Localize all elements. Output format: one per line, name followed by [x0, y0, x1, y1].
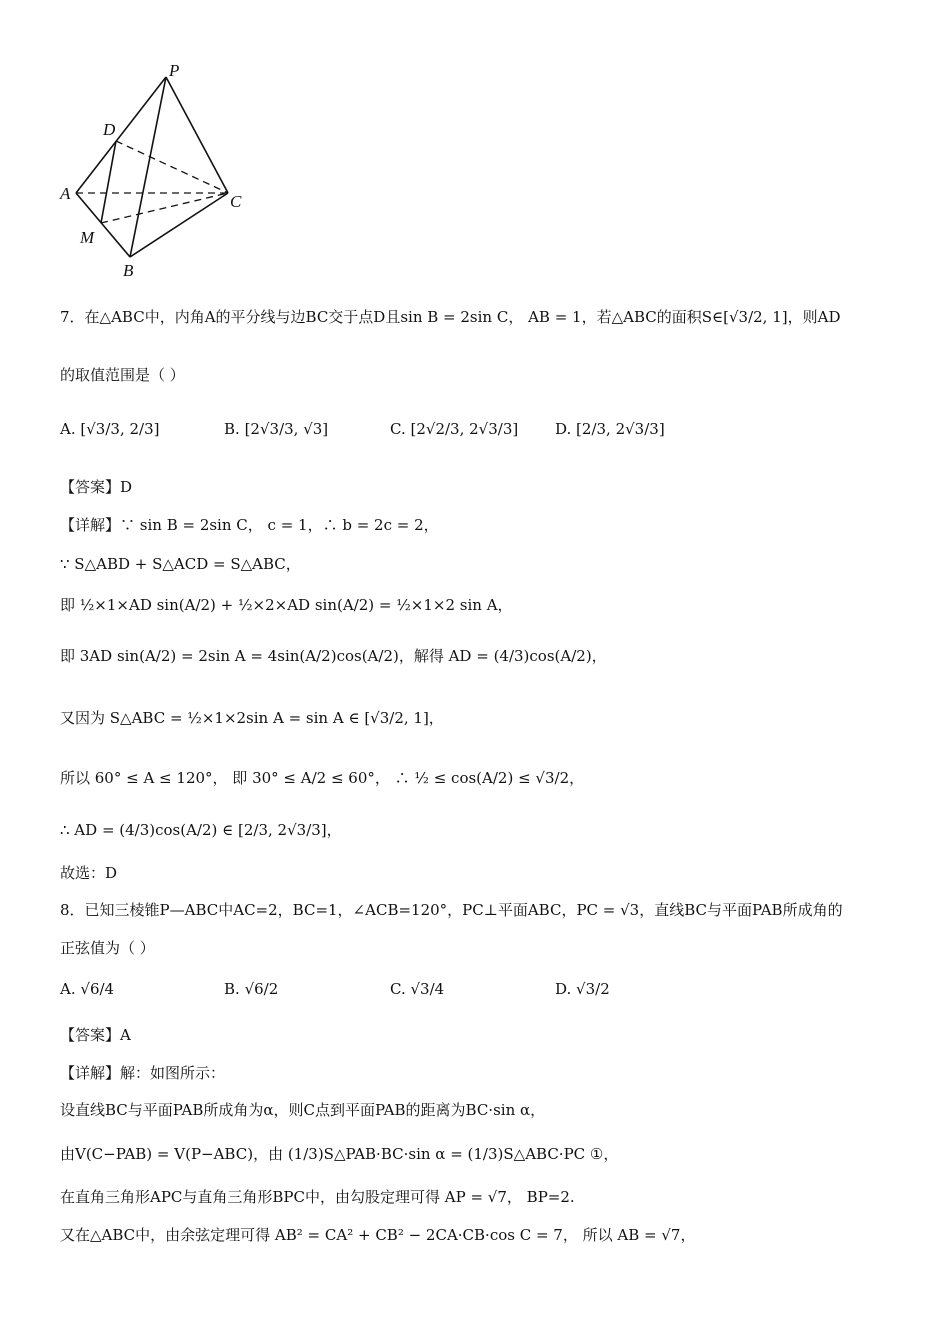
option-value: √3/4	[410, 980, 445, 998]
q7-option-a	[60, 420, 159, 438]
edge-mc-hidden	[101, 193, 228, 223]
option-value: [2√3/3, √3]	[244, 420, 329, 438]
label-c: C	[230, 192, 242, 211]
q7-detail-7: ∴ AD = (4/3)cos(A/2) ∈ [2/3, 2√3/3]，	[60, 821, 342, 839]
q7-detail-8: 故选：D	[60, 864, 118, 882]
option-value: [√3/3, 2/3]	[80, 420, 160, 438]
option-value: √6/2	[244, 980, 279, 998]
edge-pb	[130, 77, 166, 257]
option-label: B.	[224, 980, 240, 998]
q8-stem-line-1: 8．已知三棱锥P—ABC中AC=2，BC=1，∠ACB=120°，PC⊥平面ABC，PC = √3，直线BC与平面PAB所成角的	[60, 901, 843, 919]
q8-detail-2: 设直线BC与平面PAB所成角为α，则C点到平面PAB的距离为BC·sin α，	[60, 1101, 546, 1119]
edge-dm	[101, 141, 116, 223]
q8-option-c	[390, 980, 444, 998]
pyramid-figure	[50, 55, 330, 295]
option-value: √6/4	[80, 980, 115, 998]
option-label: D.	[555, 980, 572, 998]
q7-stem-end: ，则AD	[787, 308, 841, 326]
edge-ab	[76, 193, 130, 257]
label-m: M	[80, 228, 95, 247]
q7-option-d	[555, 420, 665, 438]
q7-stem-text: 7．在△ABC中，内角A的平分线与边BC交于点D且sin B = 2sin C， AB = 1，若△ABC的面积S∈	[60, 308, 724, 326]
option-value: √3/2	[576, 980, 610, 998]
edge-pc	[166, 77, 228, 193]
label-p: P	[169, 61, 180, 80]
q8-detail-5: 又在△ABC中，由余弦定理可得 AB² = CA² + CB² − 2CA·CB·cos C = 7， 所以 AB = √7，	[60, 1226, 696, 1244]
label-d: D	[103, 120, 116, 139]
option-value: [2√2/3, 2√3/3]	[410, 420, 519, 438]
option-value: [2/3, 2√3/3]	[576, 420, 665, 438]
edge-bc	[130, 193, 228, 257]
q8-option-b	[224, 980, 278, 998]
q7-detail-6: 所以 60° ≤ A ≤ 120°， 即 30° ≤ A/2 ≤ 60°， ∴ ½ ≤ cos(A/2) ≤ √3/2，	[60, 769, 585, 787]
option-label: B.	[224, 420, 240, 438]
q8-detail-3: 由V(C−PAB) = V(P−ABC)，由 (1/3)S△PAB·BC·sin α = (1/3)S△ABC·PC ①，	[60, 1145, 619, 1163]
label-a: A	[60, 184, 71, 203]
q8-option-a	[60, 980, 114, 998]
q8-detail-1: 【详解】解：如图所示：	[60, 1064, 226, 1082]
option-label: C.	[390, 420, 406, 438]
q7-option-c	[390, 420, 518, 438]
option-label: D.	[555, 420, 572, 438]
edge-pa	[76, 77, 166, 193]
q8-option-d	[555, 980, 610, 998]
q8-stem-line-2: 正弦值为（ ）	[60, 939, 155, 957]
q7-answer: 【答案】D	[60, 478, 133, 496]
option-label: C.	[390, 980, 406, 998]
q7-option-b	[224, 420, 328, 438]
q7-stem-range: [√3/2, 1]	[723, 308, 788, 326]
q7-detail-1: 【详解】∵ sin B = 2sin C， c = 1，∴ b = 2c = 2，	[60, 516, 439, 534]
q7-detail-4: 即 3AD sin(A/2) = 2sin A = 4sin(A/2)cos(A/2)，解得 AD = (4/3)cos(A/2)，	[60, 647, 607, 665]
q7-detail-5: 又因为 S△ABC = ½×1×2sin A = sin A ∈ [√3/2, 1]，	[60, 709, 444, 727]
q7-stem-line-2: 的取值范围是（ ）	[60, 366, 185, 384]
q8-answer: 【答案】A	[60, 1026, 131, 1044]
q7-stem-line-1	[60, 306, 840, 328]
edge-dc-hidden	[116, 141, 228, 193]
option-label: A.	[60, 980, 76, 998]
option-label: A.	[60, 420, 76, 438]
q7-detail-3: 即 ½×1×AD sin(A/2) + ½×2×AD sin(A/2) = ½×1×2 sin A，	[60, 596, 513, 614]
q7-detail-2: ∵ S△ABD + S△ACD = S△ABC，	[60, 555, 301, 573]
q8-detail-4: 在直角三角形APC与直角三角形BPC中，由勾股定理可得 AP = √7， BP=2.	[60, 1188, 575, 1206]
label-b: B	[123, 261, 134, 280]
